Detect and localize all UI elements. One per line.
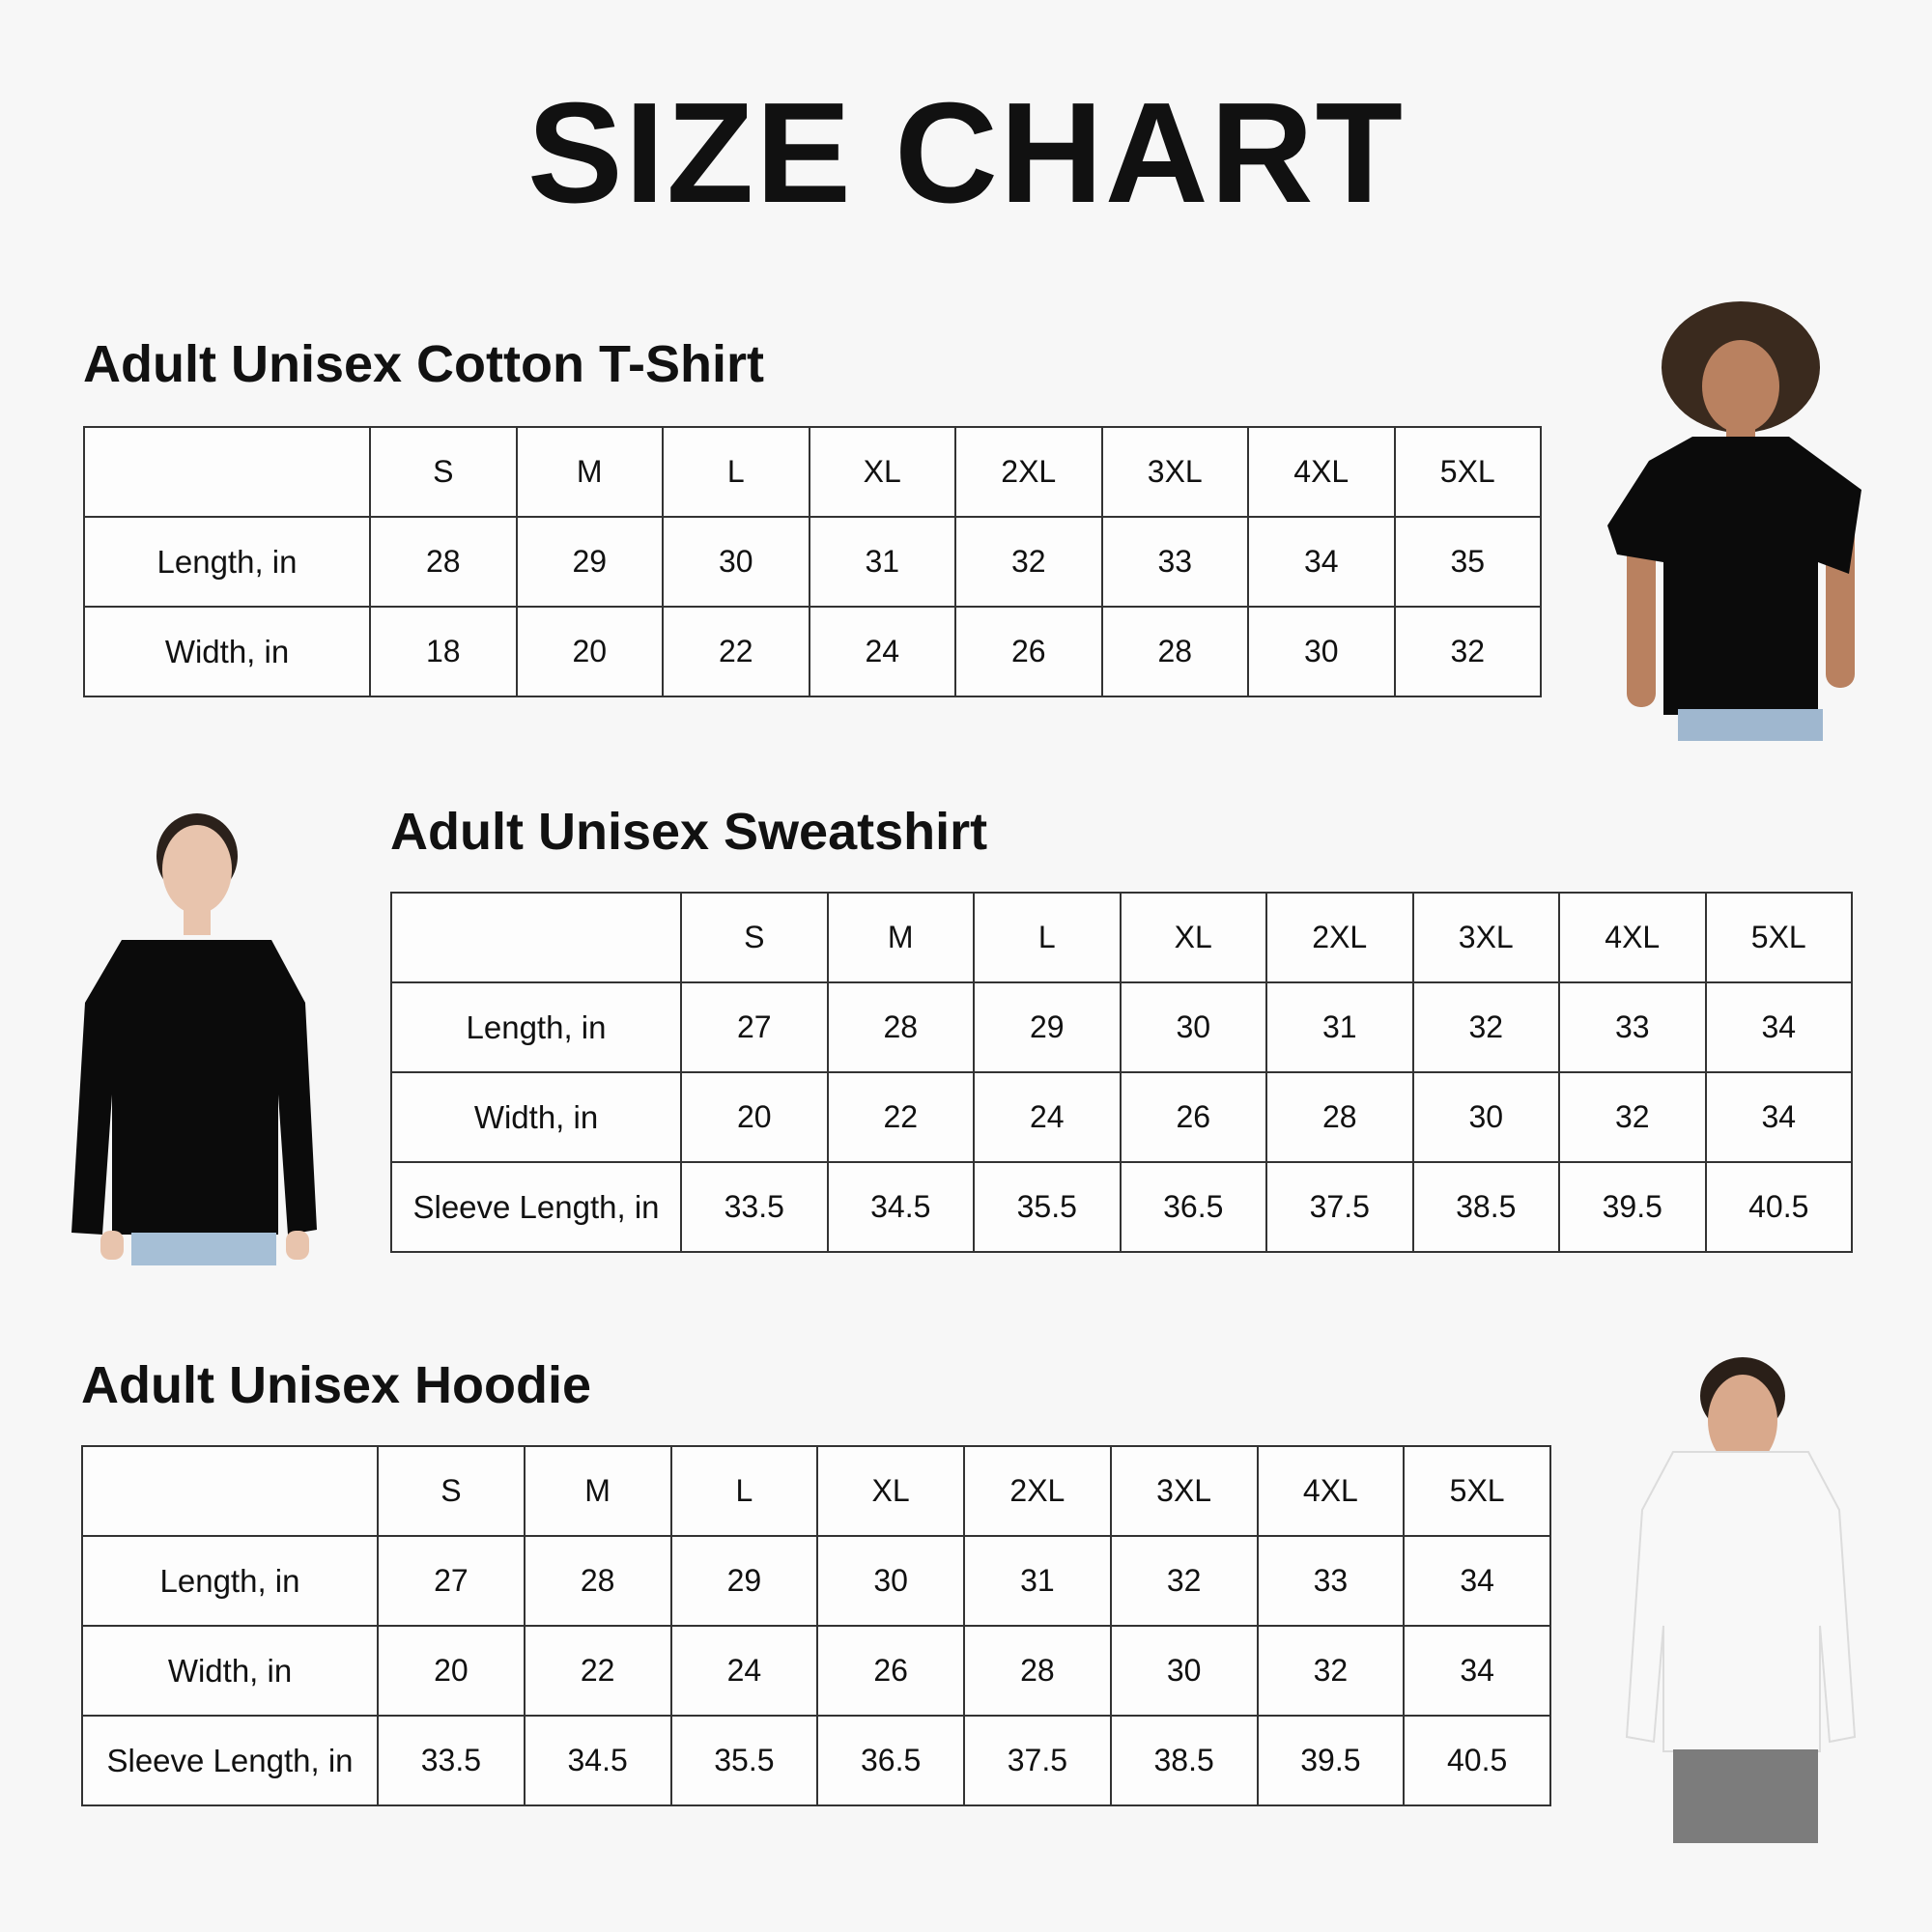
measurement-cell: 28 xyxy=(370,517,517,607)
measurement-cell: 34 xyxy=(1706,1072,1853,1162)
measurement-cell: 27 xyxy=(378,1536,525,1626)
measurement-cell: 33 xyxy=(1258,1536,1405,1626)
measurement-cell: 28 xyxy=(828,982,975,1072)
hoodie-model-photo xyxy=(1615,1346,1861,1843)
size-header-cell: L xyxy=(974,893,1121,982)
row-label: Length, in xyxy=(82,1536,378,1626)
sweatshirt-heading: Adult Unisex Sweatshirt xyxy=(390,803,988,861)
measurement-cell: 32 xyxy=(1559,1072,1706,1162)
measurement-cell: 32 xyxy=(1395,607,1542,696)
measurement-cell: 31 xyxy=(810,517,956,607)
measurement-cell: 36.5 xyxy=(817,1716,964,1805)
row-label: Width, in xyxy=(391,1072,681,1162)
size-header-cell: XL xyxy=(810,427,956,517)
measurement-cell: 31 xyxy=(964,1536,1111,1626)
table-row xyxy=(82,1536,1550,1626)
measurement-cell: 34.5 xyxy=(525,1716,671,1805)
jeans-shape xyxy=(1678,709,1823,741)
size-header-cell: 4XL xyxy=(1258,1446,1405,1536)
size-header-row xyxy=(84,427,1541,517)
table-row xyxy=(84,517,1541,607)
sweatshirt-size-table xyxy=(390,892,1853,1253)
measurement-cell: 22 xyxy=(663,607,810,696)
size-header-cell: 5XL xyxy=(1395,427,1542,517)
size-header-cell: XL xyxy=(817,1446,964,1536)
measurement-cell: 22 xyxy=(525,1626,671,1716)
row-label: Sleeve Length, in xyxy=(391,1162,681,1252)
jeans-shape xyxy=(131,1233,276,1265)
size-header-cell: 4XL xyxy=(1248,427,1395,517)
size-header-cell: 4XL xyxy=(1559,893,1706,982)
tshirt-heading: Adult Unisex Cotton T-Shirt xyxy=(83,335,764,393)
hoodie-size-table xyxy=(81,1445,1551,1806)
measurement-cell: 34 xyxy=(1248,517,1395,607)
measurement-cell: 37.5 xyxy=(964,1716,1111,1805)
size-header-cell: 2XL xyxy=(955,427,1102,517)
size-header-cell: L xyxy=(663,427,810,517)
corner-cell xyxy=(391,893,681,982)
size-header-row xyxy=(391,893,1852,982)
measurement-cell: 33.5 xyxy=(378,1716,525,1805)
measurement-cell: 31 xyxy=(1266,982,1413,1072)
size-header-cell: 3XL xyxy=(1111,1446,1258,1536)
measurement-cell: 35.5 xyxy=(974,1162,1121,1252)
measurement-cell: 34.5 xyxy=(828,1162,975,1252)
size-header-cell: M xyxy=(525,1446,671,1536)
size-header-cell: 2XL xyxy=(1266,893,1413,982)
measurement-cell: 30 xyxy=(663,517,810,607)
measurement-cell: 32 xyxy=(1258,1626,1405,1716)
measurement-cell: 24 xyxy=(974,1072,1121,1162)
tshirt-size-table xyxy=(83,426,1542,697)
size-header-cell: XL xyxy=(1121,893,1267,982)
measurement-cell: 30 xyxy=(817,1536,964,1626)
measurement-cell: 40.5 xyxy=(1706,1162,1853,1252)
measurement-cell: 34 xyxy=(1404,1626,1550,1716)
size-header-cell: 5XL xyxy=(1404,1446,1550,1536)
left-hand-shape xyxy=(100,1231,124,1260)
table-row xyxy=(391,1162,1852,1252)
measurement-cell: 20 xyxy=(378,1626,525,1716)
table-row xyxy=(82,1626,1550,1716)
hoodie-heading: Adult Unisex Hoodie xyxy=(81,1356,592,1414)
measurement-cell: 39.5 xyxy=(1258,1716,1405,1805)
row-label: Length, in xyxy=(84,517,370,607)
table-row xyxy=(391,1072,1852,1162)
row-label: Sleeve Length, in xyxy=(82,1716,378,1805)
face-shape xyxy=(1702,340,1779,433)
measurement-cell: 29 xyxy=(517,517,664,607)
size-header-cell: S xyxy=(370,427,517,517)
measurement-cell: 28 xyxy=(1102,607,1249,696)
table-row xyxy=(84,607,1541,696)
sweatshirt-model-photo xyxy=(64,800,325,1265)
measurement-cell: 30 xyxy=(1111,1626,1258,1716)
measurement-cell: 37.5 xyxy=(1266,1162,1413,1252)
neck-shape xyxy=(184,906,211,935)
measurement-cell: 35.5 xyxy=(671,1716,818,1805)
hoodie-shape xyxy=(1627,1452,1855,1751)
table-row xyxy=(82,1716,1550,1805)
right-hand-shape xyxy=(286,1231,309,1260)
measurement-cell: 35 xyxy=(1395,517,1542,607)
page-title: SIZE CHART xyxy=(527,73,1405,233)
size-header-cell: S xyxy=(681,893,828,982)
measurement-cell: 27 xyxy=(681,982,828,1072)
size-header-cell: L xyxy=(671,1446,818,1536)
row-label: Width, in xyxy=(82,1626,378,1716)
size-header-cell: M xyxy=(517,427,664,517)
measurement-cell: 28 xyxy=(964,1626,1111,1716)
measurement-cell: 34 xyxy=(1404,1536,1550,1626)
measurement-cell: 26 xyxy=(1121,1072,1267,1162)
measurement-cell: 28 xyxy=(1266,1072,1413,1162)
measurement-cell: 30 xyxy=(1413,1072,1560,1162)
row-label: Width, in xyxy=(84,607,370,696)
size-header-cell: 3XL xyxy=(1102,427,1249,517)
measurement-cell: 26 xyxy=(817,1626,964,1716)
measurement-cell: 32 xyxy=(1413,982,1560,1072)
pants-shape xyxy=(1673,1749,1818,1843)
measurement-cell: 38.5 xyxy=(1413,1162,1560,1252)
measurement-cell: 20 xyxy=(681,1072,828,1162)
measurement-cell: 20 xyxy=(517,607,664,696)
measurement-cell: 26 xyxy=(955,607,1102,696)
size-header-cell: M xyxy=(828,893,975,982)
measurement-cell: 38.5 xyxy=(1111,1716,1258,1805)
size-header-row xyxy=(82,1446,1550,1536)
measurement-cell: 29 xyxy=(974,982,1121,1072)
measurement-cell: 34 xyxy=(1706,982,1853,1072)
sweatshirt-shape xyxy=(71,940,317,1235)
corner-cell xyxy=(82,1446,378,1536)
size-header-cell: S xyxy=(378,1446,525,1536)
row-label: Length, in xyxy=(391,982,681,1072)
size-header-cell: 5XL xyxy=(1706,893,1853,982)
measurement-cell: 30 xyxy=(1248,607,1395,696)
measurement-cell: 32 xyxy=(1111,1536,1258,1626)
corner-cell xyxy=(84,427,370,517)
measurement-cell: 33.5 xyxy=(681,1162,828,1252)
tshirt-model-photo xyxy=(1596,301,1876,741)
measurement-cell: 18 xyxy=(370,607,517,696)
measurement-cell: 22 xyxy=(828,1072,975,1162)
measurement-cell: 28 xyxy=(525,1536,671,1626)
size-header-cell: 2XL xyxy=(964,1446,1111,1536)
measurement-cell: 24 xyxy=(671,1626,818,1716)
measurement-cell: 39.5 xyxy=(1559,1162,1706,1252)
face-shape xyxy=(162,825,232,914)
measurement-cell: 33 xyxy=(1559,982,1706,1072)
measurement-cell: 24 xyxy=(810,607,956,696)
size-header-cell: 3XL xyxy=(1413,893,1560,982)
measurement-cell: 32 xyxy=(955,517,1102,607)
measurement-cell: 30 xyxy=(1121,982,1267,1072)
measurement-cell: 40.5 xyxy=(1404,1716,1550,1805)
table-row xyxy=(391,982,1852,1072)
measurement-cell: 33 xyxy=(1102,517,1249,607)
measurement-cell: 36.5 xyxy=(1121,1162,1267,1252)
measurement-cell: 29 xyxy=(671,1536,818,1626)
